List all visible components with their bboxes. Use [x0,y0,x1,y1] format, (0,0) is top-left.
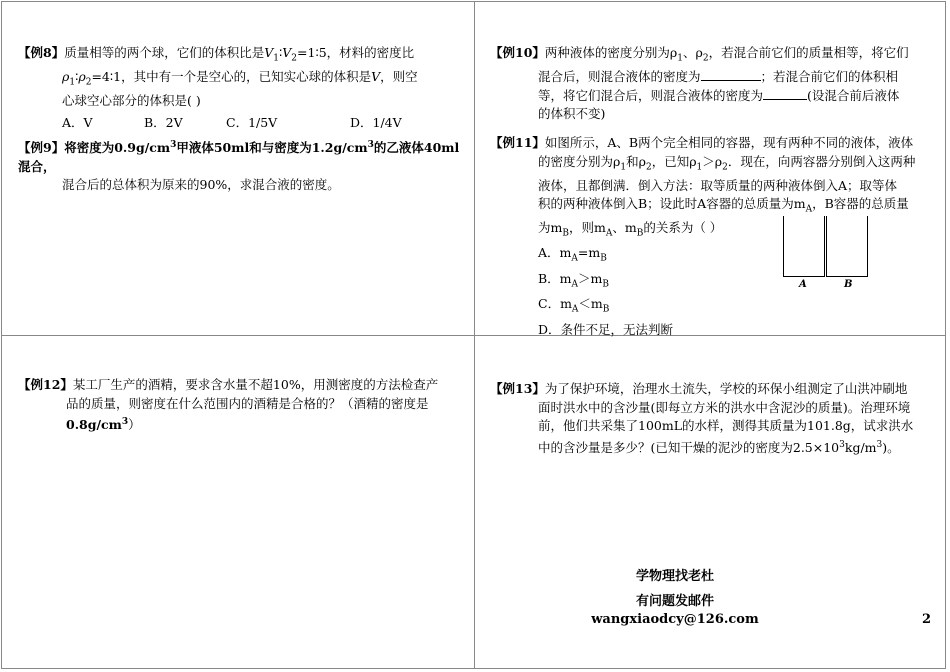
ex11-line3: 液体，且都倒满．倒入方法：取等质量的两种液体倒入A；取等体 [538,177,898,193]
ex8-option-d: D．1/4V [350,114,402,130]
ex13-line4: 中的含沙量是多少？(已知干燥的泥沙的密度为$2.5\times 10^3kg/m^3$)。 [538,439,900,455]
ex8-tag: 【例8】 [18,45,65,60]
ex9-line1: 【例9】将密度为$0.9g/cm^3$甲液体50ml和与密度为$1.2g/cm^3$的乙液体40ml混合， [18,140,460,174]
ex11-option-d: D．条件不足，无法判断 [538,321,674,337]
ex8-line1: 【例8】质量相等的两个球，它们的体积比是$V_1∶V_2=1∶5$，材料的密度比 [18,45,415,64]
ex11-option-b: B．$m_A>m_B$ [538,270,610,289]
ex10-line4: 的体积不变) [538,106,606,121]
ex10-line3: 等，将它们混合后，则混合液体的密度为 (设混合前后液体 [538,87,900,103]
ex12-line3: $0.8g/cm^3$） [66,417,141,433]
example-10 [490,44,935,124]
ex11-option-a: A．$m_A=m_B$ [538,245,607,264]
ex13-line2: 面时洪水中的含沙量(即每立方米的洪水中含泥沙的质量)。治理环境 [538,399,911,415]
footer-email-label: 有问题发邮件 [635,594,714,609]
ex11-option-c: C．$m_A<m_B$ [538,296,610,315]
ex12-line2: 品的质量，则密度在什么范围内的酒精是合格的？（酒精的密度是 [66,395,429,411]
example-13 [490,380,940,457]
ex10-line1: 【例10】两种液体的密度分别为$\rho_1$、$\rho_2$，若混合前它们的质量相等，将它们 [490,45,909,64]
ex8-option-b: B．2V [144,114,183,130]
ex8-option-c: C．1/5V [226,114,278,130]
ex10-line2: 混合后，则混合液体的密度为 ；若混合前它们的体积相 [538,69,899,84]
container-b [826,216,868,277]
ex8-line2: $\rho_1∶\rho_2=4∶1$，其中有一个是空心的，已知实心球的体积是V，则空 [62,69,418,88]
example-8 [18,44,463,132]
ex9-line2: 混合后的总体积为原来的90%，求混合液的密度。 [62,177,340,193]
ex11-line1: 【例11】如图所示，A、B两个完全相同的容器，现有两种不同的液体，液体 [490,135,914,150]
footer-slogan: 学物理找老杜 [635,569,714,584]
ex12-line1: 【例12】某工厂生产的酒精，要求含水量不超10%，用测密度的方法检查产 [18,377,439,392]
ex8-options [18,114,463,133]
ex13-line1: 【例13】为了保护环境，治理水土流失，学校的环保小组测定了山洪冲刷地 [490,381,908,396]
container-a [783,216,825,277]
ex8-option-a: A．V [62,114,93,130]
ex11-line4: 积的两种液体倒入B；设此时A容器的总质量为$m_A$，B容器的总质量 [538,196,909,215]
example-11 [490,134,935,340]
container-a-label: A [799,279,807,290]
page-number: 2 [922,612,932,627]
container-b-label: B [844,279,853,290]
example-12 [18,376,468,435]
ex10-blank-2[interactable] [763,87,807,100]
footer-email[interactable]: wangxiaodcy@126.com [591,612,759,627]
ex10-blank-1[interactable] [701,68,761,81]
ex11-line2: 的密度分别为$\rho_1$和$\rho_2$，已知$\rho_1>\rho_2$．现在，向两容器分别倒入这两种 [538,153,916,172]
ex11-line5: 为$m_B$，则$m_A$、$m_B$的关系为（ ） [538,220,723,239]
ex8-line3: 心球空心部分的体积是( ) [62,93,201,108]
example-9 [18,136,468,195]
ex13-line3: 前，他们共采集了100mL的水样，测得其质量为101.8g，试求洪水 [538,418,914,433]
